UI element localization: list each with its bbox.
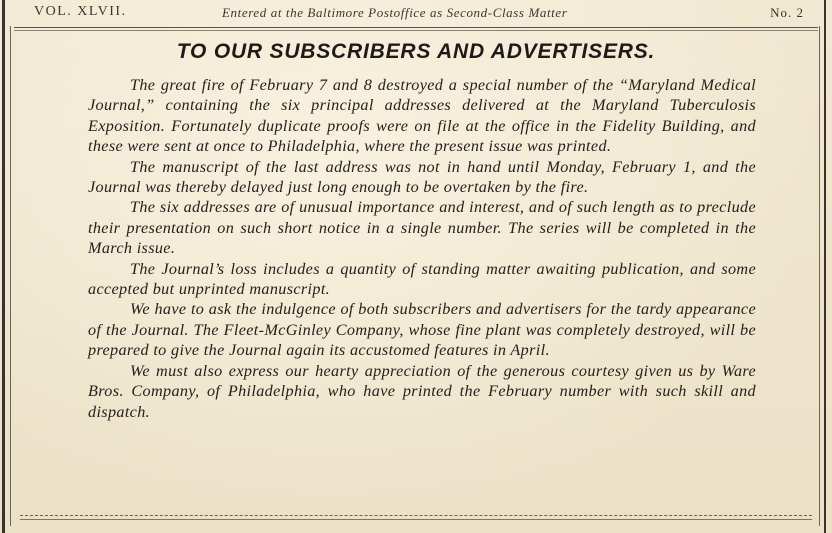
issue-number: No. 2 (770, 5, 804, 20)
left-inner-rule (10, 26, 11, 526)
paragraph-appreciation: We must also express our hearty appreciation of the generous courtesy given us by Ware Bros. Company, of Philadelphia, who have printed the February number with such skill and dispatch. (88, 361, 756, 421)
paragraph-addresses: The six addresses are of unusual importance and interest, and of such length as to preclude their presentation on such short notice in a single number. The series will be completed in the March issue. (88, 198, 756, 258)
footer-rule-secondary (20, 519, 812, 520)
article-title: TO OUR SUBSCRIBERS AND ADVERTISERS. (176, 40, 656, 63)
right-inner-rule (819, 26, 820, 526)
running-header (34, 0, 804, 28)
article-body (88, 75, 756, 422)
paragraph-fire: The great fire of February 7 and 8 destroyed a special number of the “Maryland Medical Journal,” containing the six principal addresses delivered at the Maryland Tuberculosis Exposition. Fortunately duplicate proofs were on file at the office in the Fidelity Building, and these were sent at once to Philadelphia, where the present issue was printed. (88, 76, 756, 156)
header-rule-secondary (14, 30, 818, 31)
postal-notice: Entered at the Baltimore Postoffice as Second-Class Matter (222, 5, 568, 20)
left-border-rule (2, 0, 5, 533)
paragraph-loss: The Journal’s loss includes a quantity of standing matter awaiting publication, and some accepted but unprinted manuscript. (88, 259, 756, 299)
header-rule (14, 27, 818, 28)
footer-rule (20, 515, 812, 516)
volume-label: VOL. XLVII. (34, 4, 127, 19)
right-border-rule (824, 0, 826, 533)
paragraph-indulgence: We have to ask the indulgence of both subscribers and advertisers for the tardy appearance of the Journal. The Fleet-McGinley Company, whose fine plant was completely destroyed, will be prepared to give the Journal again its accustomed features in April. (88, 300, 756, 360)
paragraph-manuscript: The manuscript of the last address was not in hand until Monday, February 1, and the Journal was thereby delayed just long enough to be overtaken by the fire. (88, 157, 756, 197)
